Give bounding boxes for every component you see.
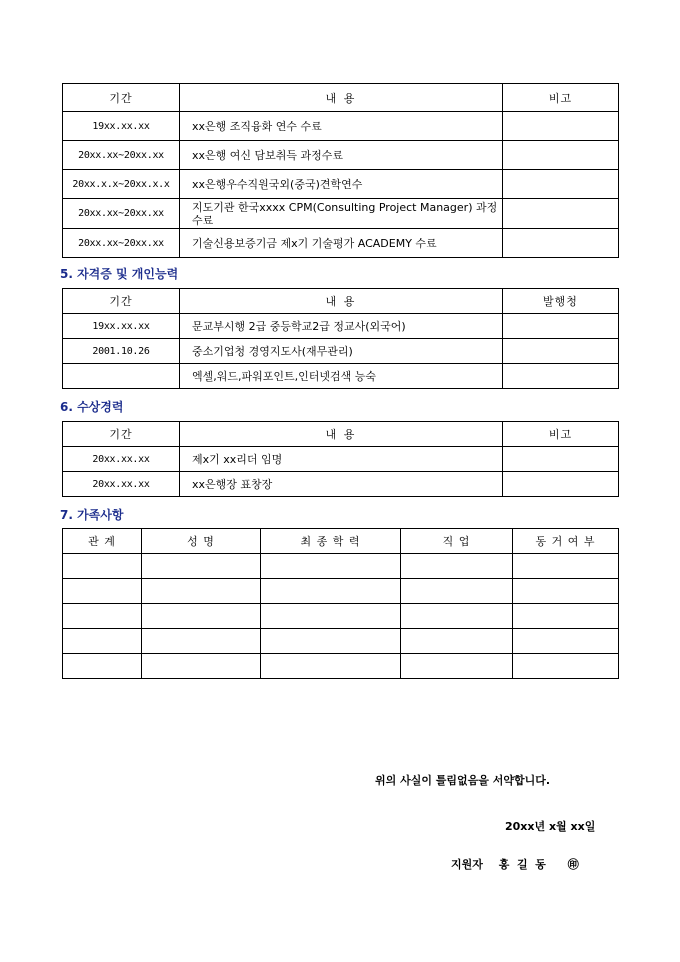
cell-occupation: [401, 604, 513, 629]
table-row: [63, 339, 619, 364]
section-title-awards: 6. 수상경력: [60, 400, 124, 414]
cell-remarks: [503, 472, 619, 497]
cell-content: 문교부시행 2급 중등학교2급 정교사(외국어): [180, 314, 503, 339]
cell-period: 20xx.xx.xx: [63, 472, 180, 497]
cell-content: xx은행장 표창장: [180, 472, 503, 497]
cell-remarks: [503, 141, 619, 170]
cell-period: 20xx.xx.xx: [63, 447, 180, 472]
cell-content: 기술신용보증기금 제x기 기술평가 ACADEMY 수료: [180, 229, 503, 258]
cell-content: 중소기업청 경영지도사(재무관리): [180, 339, 503, 364]
header-cohabitation: 동 거 여 부: [513, 529, 619, 554]
table-row: [63, 141, 619, 170]
cell-cohabitation: [513, 579, 619, 604]
cell-cohabitation: [513, 554, 619, 579]
cell-name: [142, 654, 261, 679]
awards-table: [62, 421, 619, 497]
table-row: [63, 314, 619, 339]
cell-issuer: [503, 364, 619, 389]
cell-name: [142, 629, 261, 654]
cell-period: 2001.10.26: [63, 339, 180, 364]
cell-content: 엑셀,워드,파워포인트,인터넷검색 능숙: [180, 364, 503, 389]
seal-mark: ㊞: [567, 858, 579, 871]
cell-education: [261, 604, 401, 629]
cell-period: 19xx.xx.xx: [63, 112, 180, 141]
certifications-table: [62, 288, 619, 389]
cell-occupation: [401, 579, 513, 604]
cell-occupation: [401, 554, 513, 579]
header-remarks: 비고: [503, 422, 619, 447]
cell-education: [261, 579, 401, 604]
header-issuer: 발행청: [503, 289, 619, 314]
cell-period: 20xx.xx~20xx.xx: [63, 141, 180, 170]
table-row: [63, 579, 619, 604]
cell-period: [63, 364, 180, 389]
cell-content: 제x기 xx리더 임명: [180, 447, 503, 472]
cell-cohabitation: [513, 654, 619, 679]
cell-relation: [63, 629, 142, 654]
header-period: 기간: [63, 422, 180, 447]
header-period: 기간: [63, 84, 180, 112]
cell-education: [261, 654, 401, 679]
cell-content: xx은행 조직융화 연수 수료: [180, 112, 503, 141]
header-content: 내 용: [180, 84, 503, 112]
applicant-signature: [451, 856, 579, 872]
table-row: [63, 629, 619, 654]
signature-date: 20xx년 x월 xx일: [505, 820, 596, 833]
table-row: [63, 199, 619, 229]
cell-relation: [63, 579, 142, 604]
header-content: 내 용: [180, 422, 503, 447]
table-row: [63, 472, 619, 497]
table-row: [63, 112, 619, 141]
table-header-row: [63, 84, 619, 112]
header-content: 내 용: [180, 289, 503, 314]
table-row: [63, 364, 619, 389]
applicant-name: 홍 길 동: [498, 858, 546, 871]
table-row: [63, 654, 619, 679]
header-education: 최 종 학 력: [261, 529, 401, 554]
pledge-statement: 위의 사실이 틀림없음을 서약합니다.: [375, 774, 551, 787]
table-header-row: [63, 529, 619, 554]
header-period: 기간: [63, 289, 180, 314]
cell-content: xx은행 여신 담보취득 과정수료: [180, 141, 503, 170]
cell-issuer: [503, 314, 619, 339]
header-relation: 관 계: [63, 529, 142, 554]
table-row: [63, 447, 619, 472]
cell-relation: [63, 654, 142, 679]
section-title-certifications: 5. 자격증 및 개인능력: [60, 267, 179, 281]
cell-education: [261, 554, 401, 579]
cell-cohabitation: [513, 604, 619, 629]
cell-remarks: [503, 229, 619, 258]
cell-period: 19xx.xx.xx: [63, 314, 180, 339]
cell-period: 20xx.xx~20xx.xx: [63, 199, 180, 229]
cell-remarks: [503, 112, 619, 141]
cell-education: [261, 629, 401, 654]
cell-period: 20xx.x.x~20xx.x.x: [63, 170, 180, 199]
cell-occupation: [401, 629, 513, 654]
cell-content: 지도기관 한국xxxx CPM(Consulting Project Manager) 과정 수료: [180, 199, 503, 229]
cell-issuer: [503, 339, 619, 364]
table-header-row: [63, 422, 619, 447]
education-table: [62, 83, 619, 258]
cell-remarks: [503, 199, 619, 229]
cell-occupation: [401, 654, 513, 679]
cell-name: [142, 604, 261, 629]
cell-name: [142, 579, 261, 604]
cell-content: xx은행우수직원국외(중국)견학연수: [180, 170, 503, 199]
header-remarks: 비고: [503, 84, 619, 112]
table-row: [63, 554, 619, 579]
table-row: [63, 229, 619, 258]
cell-cohabitation: [513, 629, 619, 654]
table-row: [63, 604, 619, 629]
family-table: [62, 528, 619, 679]
cell-relation: [63, 604, 142, 629]
cell-period: 20xx.xx~20xx.xx: [63, 229, 180, 258]
cell-remarks: [503, 170, 619, 199]
cell-name: [142, 554, 261, 579]
header-name: 성 명: [142, 529, 261, 554]
header-occupation: 직 업: [401, 529, 513, 554]
table-header-row: [63, 289, 619, 314]
cell-remarks: [503, 447, 619, 472]
section-title-family: 7. 가족사항: [60, 508, 124, 522]
table-row: [63, 170, 619, 199]
cell-relation: [63, 554, 142, 579]
applicant-label: 지원자: [451, 858, 483, 871]
